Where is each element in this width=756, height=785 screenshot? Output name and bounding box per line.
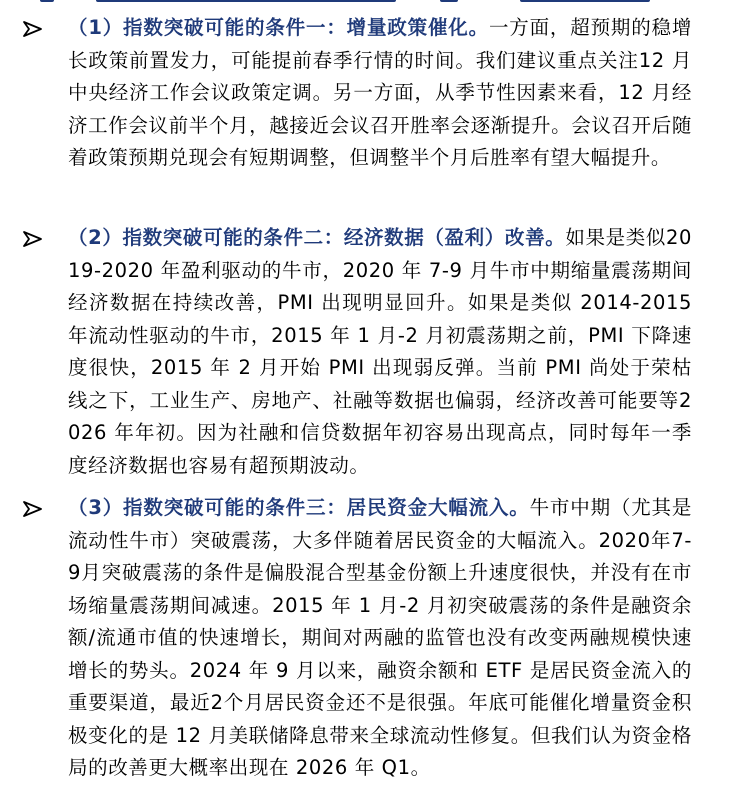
previous-section-cutoff: [0, 0, 756, 3]
section-1-paragraph: [68, 12, 692, 175]
section-2-heading: （2）指数突破可能的条件二：经济数据（盈利）改善。: [68, 226, 566, 249]
section-2-body: 如果是类似2019-2020 年盈利驱动的牛市，2020 年 7-9 月牛市中期缩量震荡期间经济数据在持续改善，PMI 出现明显回升。如果是类似 2014-2015 年流动性驱动的牛市，2015 年 1 月-2 月初震荡期之前，PMI 下降速度很快，2015 年 2 月开始 PMI 出现弱反弹。当前 PMI 尚处于荣枯线之下，工业生产、房地产、社融等数据也偏弱，经济改善可能要等2026 年年初。因为社融和信贷数据年初容易出现高点，同时每年一季度经济数据也容易有超预期波动。: [68, 226, 692, 477]
bullet-1: [22, 20, 56, 38]
arrow-bullet-icon: [22, 230, 44, 248]
arrow-bullet-icon: [22, 500, 44, 518]
bullet-3: [22, 500, 56, 518]
bullet-2: [22, 230, 56, 248]
section-3-paragraph: [68, 492, 692, 785]
arrow-bullet-icon: [22, 20, 44, 38]
section-1-heading: （1）指数突破可能的条件一：增量政策催化。: [68, 16, 489, 39]
section-3-heading: （3）指数突破可能的条件三：居民资金大幅流入。: [68, 496, 530, 519]
section-3-body: 牛市中期（尤其是流动性牛市）突破震荡，大多伴随着居民资金的大幅流入。2020年7-9月突破震荡的条件是偏股混合型基金份额上升速度很快，并没有在市场缩量震荡期间减速。2015 年 1 月-2 月初突破震荡的条件是融资余额/流通市值的快速增长，期间对两融的监管也没有改变两融规模快速增长的势头。2024 年 9 月以来，融资余额和 ETF 是居民资金流入的重要渠道，最近2个月居民资金还不是很强。年底可能催化增量资金积极变化的是 12 月美联储降息带来全球流动性修复。但我们认为资金格局的改善更大概率出现在 2026 年 Q1。: [68, 496, 692, 779]
section-2-paragraph: [68, 222, 692, 482]
section-1-body: 一方面，超预期的稳增长政策前置发力，可能提前春季行情的时间。我们建议重点关注12 月中央经济工作会议政策定调。另一方面，从季节性因素来看，12 月经济工作会议前半个月，越接近会议召开胜率会逐渐提升。会议召开后随着政策预期兑现会有短期调整，但调整半个月后胜率有望大幅提升。: [68, 16, 692, 169]
